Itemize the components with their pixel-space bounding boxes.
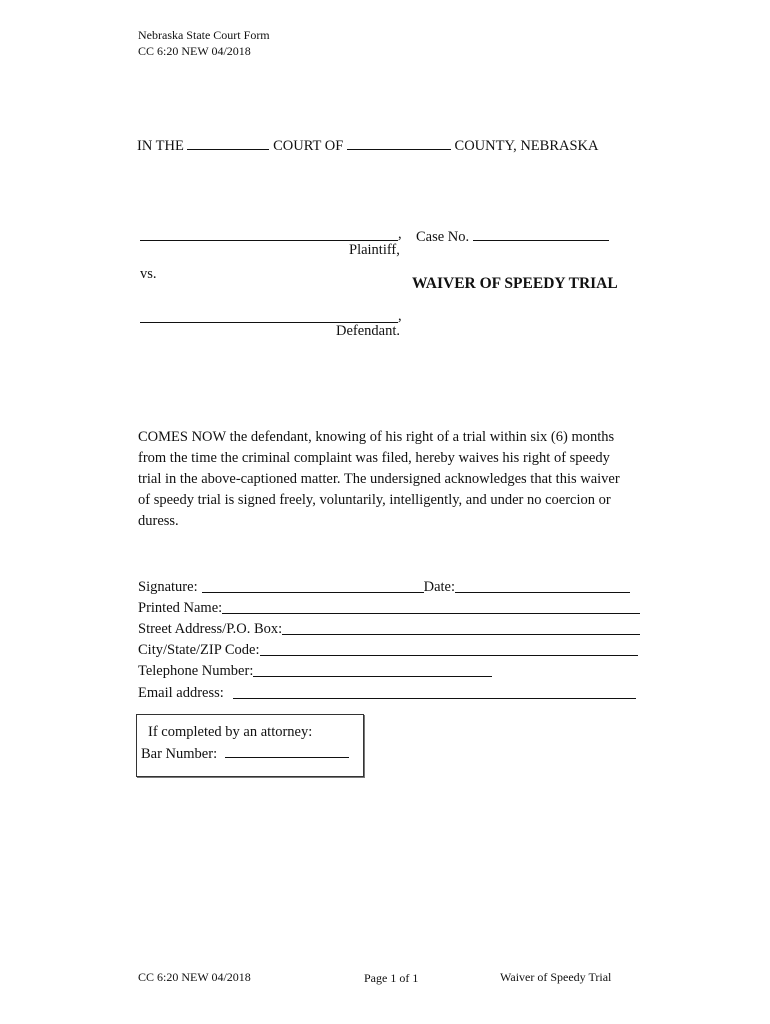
- signature-label: Signature:: [138, 579, 198, 595]
- printed-name-field[interactable]: [222, 599, 640, 614]
- street-address-label: Street Address/P.O. Box:: [138, 621, 283, 637]
- footer-page-number: Page 1 of 1: [364, 971, 419, 985]
- footer-form-title: Waiver of Speedy Trial: [500, 970, 612, 984]
- waiver-paragraph: COMES NOW the defendant, knowing of his right of a trial within six (6) months from the time the criminal complaint was filed, hereby waives his right of speedy trial in the above-captioned matter. The undersigned acknowledges that this waiver of speedy trial is signed freely, voluntarily, intelligently, and under no coercion or duress.: [138, 429, 620, 529]
- signature-row: [138, 575, 638, 596]
- street-address-row: [138, 617, 640, 638]
- bar-number-row: [141, 743, 349, 763]
- email-label: Email address:: [138, 685, 224, 701]
- signature-field[interactable]: [202, 578, 424, 593]
- email-field[interactable]: [233, 684, 636, 699]
- telephone-row: [138, 659, 492, 680]
- form-header-line2: CC 6:20 NEW 04/2018: [138, 44, 251, 58]
- attorney-box: [136, 714, 364, 777]
- case-number-row: [416, 226, 609, 246]
- court-name-blank[interactable]: [187, 135, 269, 150]
- defendant-comma: ,: [398, 308, 402, 324]
- bar-number-field[interactable]: [225, 743, 349, 758]
- street-address-field[interactable]: [282, 620, 640, 635]
- county-nebraska-label: COUNTY, NEBRASKA: [454, 138, 599, 154]
- court-caption-line: [137, 135, 598, 155]
- footer-form-id: CC 6:20 NEW 04/2018: [138, 970, 251, 984]
- court-of-label: COURT OF: [273, 138, 344, 154]
- telephone-label: Telephone Number:: [138, 663, 254, 679]
- date-label: Date:: [423, 579, 456, 595]
- case-number-blank[interactable]: [473, 226, 609, 241]
- defendant-label: Defendant.: [336, 323, 401, 339]
- document-title: WAIVER OF SPEEDY TRIAL: [412, 275, 618, 292]
- telephone-field[interactable]: [253, 662, 492, 677]
- city-state-zip-row: [138, 638, 638, 659]
- court-in-the: IN THE: [137, 138, 184, 154]
- county-name-blank[interactable]: [347, 135, 451, 150]
- case-number-label: Case No.: [416, 229, 470, 245]
- plaintiff-comma: ,: [398, 226, 402, 242]
- date-field[interactable]: [455, 578, 630, 593]
- printed-name-label: Printed Name:: [138, 600, 223, 616]
- form-header-line1: Nebraska State Court Form: [138, 28, 270, 42]
- city-state-zip-label: City/State/ZIP Code:: [138, 642, 260, 658]
- plaintiff-name-blank[interactable]: [140, 240, 398, 241]
- email-row: [138, 681, 636, 702]
- versus-label: vs.: [140, 266, 157, 282]
- plaintiff-label: Plaintiff,: [349, 242, 400, 258]
- city-state-zip-field[interactable]: [260, 641, 638, 656]
- bar-number-label: Bar Number:: [141, 746, 218, 762]
- printed-name-row: [138, 596, 640, 617]
- attorney-box-heading: If completed by an attorney:: [148, 724, 313, 740]
